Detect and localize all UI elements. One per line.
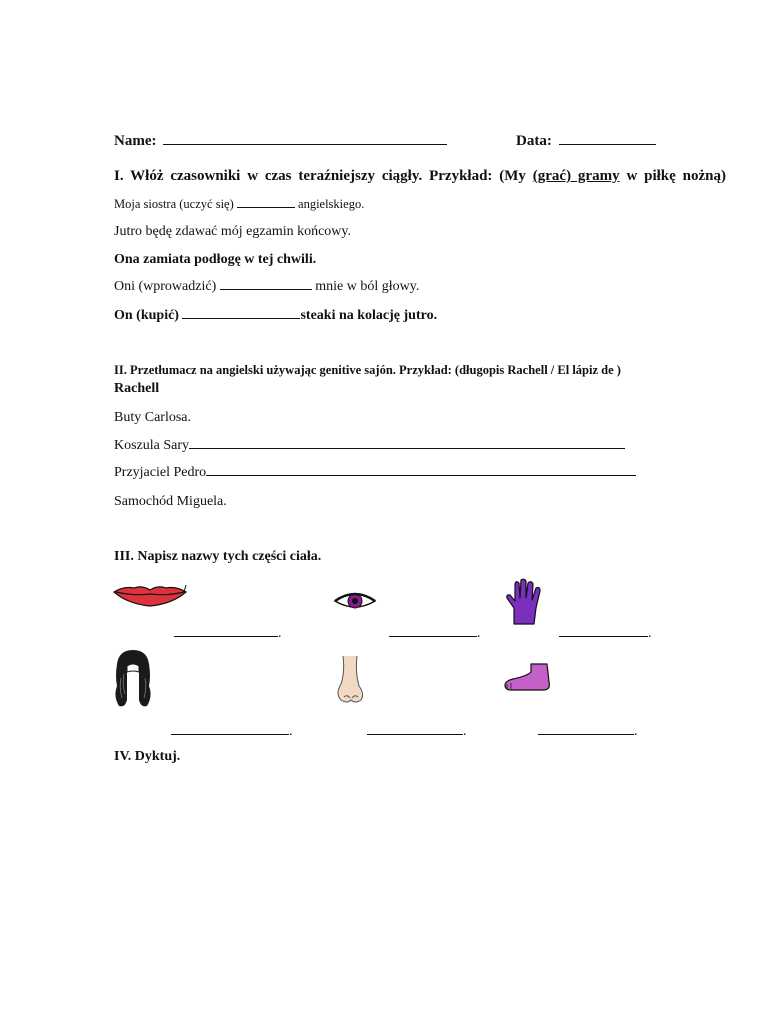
answer-hand xyxy=(559,624,652,642)
exercise2-item-4: Samochód Miguela. xyxy=(114,494,227,509)
item-text-before: On (kupić) xyxy=(114,308,183,323)
answer-blank[interactable] xyxy=(189,447,625,449)
date-row xyxy=(516,133,656,150)
exercise1-item-4 xyxy=(114,279,419,295)
answer-eye xyxy=(389,624,481,642)
blank-dot: . xyxy=(648,626,652,641)
answer-blank[interactable] xyxy=(171,733,289,735)
answer-lips xyxy=(174,624,282,642)
blank-dot: . xyxy=(477,626,481,641)
answer-blank[interactable] xyxy=(538,733,634,735)
date-field[interactable] xyxy=(559,143,656,145)
exercise1-item-2: Jutro będę zdawać mój egzamin końcowy. xyxy=(114,224,352,239)
section2-heading-line2: Rachell xyxy=(114,381,160,396)
answer-blank[interactable] xyxy=(182,317,300,319)
blank-dot: . xyxy=(289,724,293,739)
section1-heading-text: I. Włóż czasowniki w czas teraźniejszy ciągły. Przykład: (My xyxy=(114,168,533,184)
exercise1-item-5 xyxy=(114,308,437,324)
foot-icon xyxy=(503,662,553,692)
exercise2-item-2 xyxy=(114,438,625,454)
hand-icon xyxy=(504,578,544,626)
item-text-before: Przyjaciel Pedro xyxy=(114,465,207,480)
answer-hair xyxy=(171,722,293,740)
exercise2-item-1: Buty Carlosa. xyxy=(114,410,191,425)
answer-blank[interactable] xyxy=(559,635,648,637)
item-text-before: Koszula Sary xyxy=(114,438,190,453)
nose-icon xyxy=(335,654,365,706)
answer-blank[interactable] xyxy=(220,288,312,290)
name-field[interactable] xyxy=(163,143,447,145)
name-row xyxy=(114,133,447,150)
item-text-before: Oni (wprowadzić) xyxy=(114,279,220,294)
section4-heading: IV. Dyktuj. xyxy=(114,749,181,764)
name-label: Name: xyxy=(114,133,157,149)
eye-icon xyxy=(333,590,377,612)
section1-heading xyxy=(114,168,726,185)
item-text-after: mnie w ból głowy. xyxy=(311,279,420,294)
exercise2-item-3 xyxy=(114,465,636,481)
blank-dot: . xyxy=(463,724,467,739)
item-text-after: steaki na kolację jutro. xyxy=(300,308,438,323)
item-text-after: angielskiego. xyxy=(294,197,365,211)
item-text-before: Moja siostra (uczyć się) xyxy=(114,197,237,211)
date-label: Data: xyxy=(516,133,552,149)
answer-nose xyxy=(367,722,467,740)
answer-blank[interactable] xyxy=(367,733,463,735)
section1-heading-tail: w piłkę nożną) xyxy=(619,168,726,184)
section2-heading: II. Przetłumacz na angielski używając genitive sajón. Przykład: (długopis Rachell / El lápiz de ) xyxy=(114,363,621,377)
exercise1-item-3: Ona zamiata podłogę w tej chwili. xyxy=(114,252,317,267)
blank-dot: . xyxy=(634,724,638,739)
answer-blank[interactable] xyxy=(206,474,636,476)
hair-icon xyxy=(113,648,153,710)
answer-blank[interactable] xyxy=(237,206,295,208)
exercise1-item-1 xyxy=(114,197,364,212)
answer-foot xyxy=(538,722,638,740)
answer-blank[interactable] xyxy=(174,635,278,637)
section3-heading: III. Napisz nazwy tych części ciała. xyxy=(114,549,322,564)
section1-example-verb: (grać) gramy xyxy=(532,168,620,184)
lips-icon xyxy=(112,582,188,608)
answer-blank[interactable] xyxy=(389,635,477,637)
blank-dot: . xyxy=(278,626,282,641)
